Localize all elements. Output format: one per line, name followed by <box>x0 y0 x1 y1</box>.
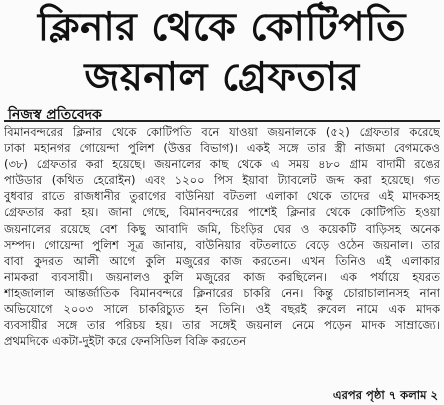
byline-divider <box>4 120 440 122</box>
article-line: বাবা কুদরত আলী আগে কুলি মজুরের কাজ করতেন। এখন তিনিও এই এলাকার <box>4 253 440 268</box>
headline-line-1: ক্লিনার থেকে কোটিপতি <box>37 5 407 50</box>
article-line: পাউডার (কথিত হেরোইন) এবং ১২০০ পিস ইয়াবা ট্যাবলেট জব্দ করা হয়েছে। গত <box>4 173 440 188</box>
headline <box>0 6 444 100</box>
article-line: বুধবার রাতে রাজধানীর তুরাগের বাউনিয়া বটতলা এলাকা থেকে তাদের এই মাদকসহ <box>4 189 440 204</box>
article-line: ঢাকা মহানগর গোয়েন্দা পুলিশ (উত্তর বিভাগ)। একই সঙ্গে তার স্ত্রী নাজমা বেগমকেও <box>4 141 440 156</box>
article-body <box>4 124 440 349</box>
article-line: অভিযোগে ২০০৩ সালে চাকরিচ্যুত হন তিনি। ওই বছরই রুবেল নামে এক মাদক <box>4 302 440 317</box>
article-line: (৩৮) গ্রেফতার করা হয়েছে। জয়নালের কাছ থেকে এ সময় ৪৮০ গ্রাম বাদামী রঙের <box>4 157 440 172</box>
headline-line-2: জয়নাল গ্রেফতার <box>84 55 360 100</box>
byline: নিজস্ব প্রতিবেদক <box>8 107 102 123</box>
article-line: নামকরা ব্যবসায়ী। জয়নালও কুলি মজুরের কাজ করছিলেন। এক পর্যায়ে হযরত <box>4 269 440 284</box>
article-line: শাহজালাল আন্তর্জাতিক বিমানবন্দরে ক্লিনারের চাকরি নেন। কিন্তু চোরাচালানসহ নানা <box>4 285 440 300</box>
article-line: সম্পদ। গোয়েন্দা পুলিশ সূত্র জানায়, বাউনিয়ার বটতলাতে বেড়ে ওঠেন জয়নাল। তার <box>4 237 440 252</box>
article-line: গ্রেফতার করা হয়। জানা গেছে, বিমানবন্দরের পাশেই ক্লিনার থেকে কোটিপতি হওয়া <box>4 205 440 220</box>
continuation-note: এরপর পৃষ্ঠা ৭ কলাম ২ <box>332 388 438 402</box>
article-line: জয়নালের রয়েছে বেশ কিছু আবাদি জমি, চিংড়ির ঘের ও কয়েকটি বাড়িসহ অনেক <box>4 221 440 236</box>
article-line: বিমানবন্দরের ক্লিনার থেকে কোটিপতি বনে যাওয়া জয়নালকে (৫২) গ্রেফতার করেছে <box>4 125 440 139</box>
article-line-last: প্রথমদিকে একটা-দুইটা করে ফেনসিডিল বিক্রি করতেন <box>4 334 247 349</box>
article-line: ব্যবসায়ীর সঙ্গে তার পরিচয় হয়। তার সঙ্গেই জয়নাল নেমে পড়েন মাদক সাম্রাজ্যে। <box>4 318 440 333</box>
